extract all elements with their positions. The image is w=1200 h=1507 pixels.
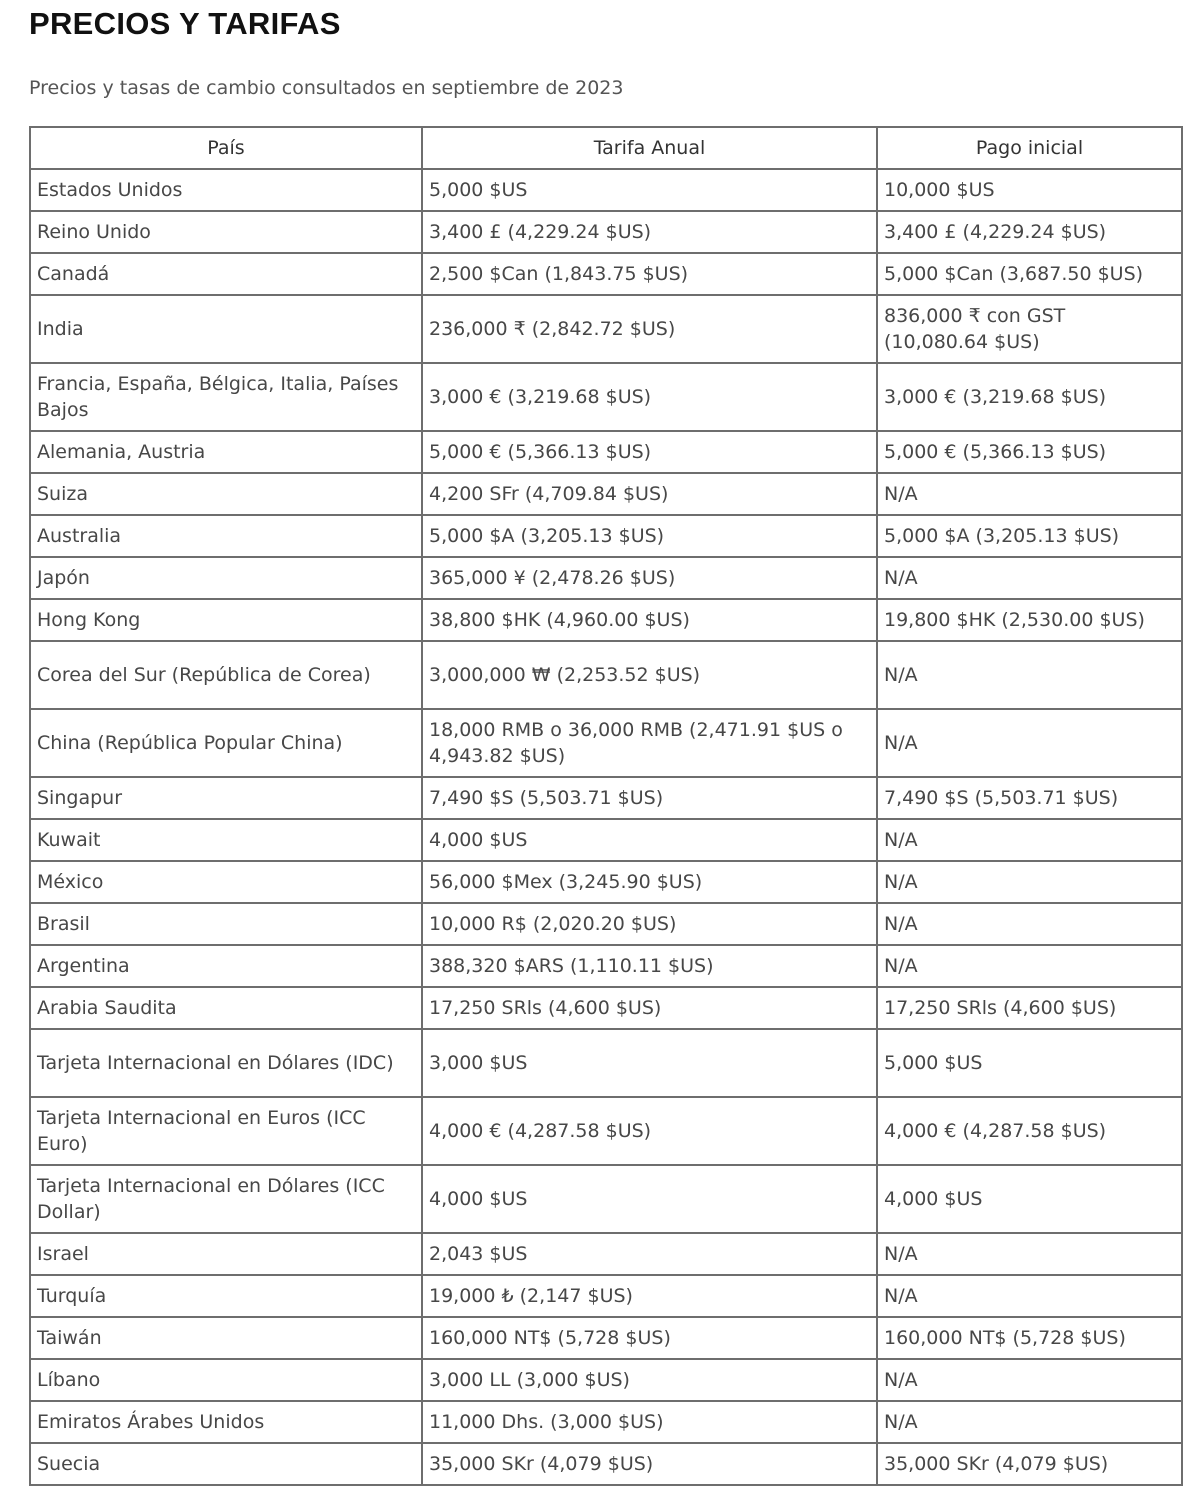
table-row — [30, 599, 1182, 641]
table-header-row — [30, 127, 1182, 169]
cell-annual-fee: 388,320 $ARS (1,110.11 $US) — [422, 945, 877, 987]
cell-initial-payment: 10,000 $US — [877, 169, 1182, 211]
cell-initial-payment: 4,000 € (4,287.58 $US) — [877, 1097, 1182, 1165]
table-row — [30, 1317, 1182, 1359]
table-row — [30, 1443, 1182, 1485]
table-row — [30, 1097, 1182, 1165]
cell-annual-fee: 3,000 LL (3,000 $US) — [422, 1359, 877, 1401]
table-row — [30, 861, 1182, 903]
table-row — [30, 253, 1182, 295]
cell-initial-payment: 35,000 SKr (4,079 $US) — [877, 1443, 1182, 1485]
table-row — [30, 777, 1182, 819]
cell-country: Francia, España, Bélgica, Italia, Países Bajos — [30, 363, 422, 431]
cell-initial-payment: 5,000 € (5,366.13 $US) — [877, 431, 1182, 473]
cell-initial-payment: 3,400 £ (4,229.24 $US) — [877, 211, 1182, 253]
cell-initial-payment: 4,000 $US — [877, 1165, 1182, 1233]
cell-initial-payment: 836,000 ₹ con GST (10,080.64 $US) — [877, 295, 1182, 363]
cell-initial-payment: N/A — [877, 861, 1182, 903]
cell-annual-fee: 35,000 SKr (4,079 $US) — [422, 1443, 877, 1485]
table-row — [30, 987, 1182, 1029]
table-row — [30, 295, 1182, 363]
header-country: País — [30, 127, 422, 169]
cell-initial-payment: 3,000 € (3,219.68 $US) — [877, 363, 1182, 431]
cell-country: Tarjeta Internacional en Dólares (IDC) — [30, 1029, 422, 1097]
cell-country: Hong Kong — [30, 599, 422, 641]
cell-initial-payment: 7,490 $S (5,503.71 $US) — [877, 777, 1182, 819]
page-title: PRECIOS Y TARIFAS — [29, 6, 341, 41]
cell-initial-payment: N/A — [877, 903, 1182, 945]
cell-initial-payment: N/A — [877, 1275, 1182, 1317]
cell-initial-payment: 5,000 $Can (3,687.50 $US) — [877, 253, 1182, 295]
cell-annual-fee: 3,000 $US — [422, 1029, 877, 1097]
cell-country: Turquía — [30, 1275, 422, 1317]
cell-country: Arabia Saudita — [30, 987, 422, 1029]
cell-annual-fee: 38,800 $HK (4,960.00 $US) — [422, 599, 877, 641]
table-row — [30, 945, 1182, 987]
cell-annual-fee: 5,000 € (5,366.13 $US) — [422, 431, 877, 473]
cell-annual-fee: 17,250 SRls (4,600 $US) — [422, 987, 877, 1029]
cell-annual-fee: 5,000 $A (3,205.13 $US) — [422, 515, 877, 557]
cell-initial-payment: 5,000 $A (3,205.13 $US) — [877, 515, 1182, 557]
cell-country: Alemania, Austria — [30, 431, 422, 473]
cell-country: Japón — [30, 557, 422, 599]
cell-country: Líbano — [30, 1359, 422, 1401]
table-row — [30, 1165, 1182, 1233]
header-initial-payment: Pago inicial — [877, 127, 1182, 169]
cell-country: Suecia — [30, 1443, 422, 1485]
table-row — [30, 557, 1182, 599]
cell-annual-fee: 7,490 $S (5,503.71 $US) — [422, 777, 877, 819]
cell-country: Suiza — [30, 473, 422, 515]
cell-initial-payment: N/A — [877, 557, 1182, 599]
table-row — [30, 641, 1182, 709]
table-row — [30, 1359, 1182, 1401]
cell-annual-fee: 5,000 $US — [422, 169, 877, 211]
cell-initial-payment: 19,800 $HK (2,530.00 $US) — [877, 599, 1182, 641]
table-row — [30, 1029, 1182, 1097]
table-row — [30, 1401, 1182, 1443]
cell-annual-fee: 2,043 $US — [422, 1233, 877, 1275]
table-row — [30, 709, 1182, 777]
cell-country: Kuwait — [30, 819, 422, 861]
cell-annual-fee: 2,500 $Can (1,843.75 $US) — [422, 253, 877, 295]
cell-country: Tarjeta Internacional en Euros (ICC Euro) — [30, 1097, 422, 1165]
cell-annual-fee: 4,000 $US — [422, 819, 877, 861]
table-row — [30, 819, 1182, 861]
cell-initial-payment: N/A — [877, 1401, 1182, 1443]
cell-initial-payment: 5,000 $US — [877, 1029, 1182, 1097]
table-row — [30, 363, 1182, 431]
header-annual-fee: Tarifa Anual — [422, 127, 877, 169]
table-row — [30, 169, 1182, 211]
table-row — [30, 1275, 1182, 1317]
cell-country: Tarjeta Internacional en Dólares (ICC Dollar) — [30, 1165, 422, 1233]
cell-annual-fee: 4,000 € (4,287.58 $US) — [422, 1097, 877, 1165]
prices-table — [29, 126, 1183, 1486]
cell-annual-fee: 3,400 £ (4,229.24 $US) — [422, 211, 877, 253]
cell-country: México — [30, 861, 422, 903]
cell-annual-fee: 10,000 R$ (2,020.20 $US) — [422, 903, 877, 945]
cell-annual-fee: 4,200 SFr (4,709.84 $US) — [422, 473, 877, 515]
cell-country: Corea del Sur (República de Corea) — [30, 641, 422, 709]
cell-initial-payment: N/A — [877, 1359, 1182, 1401]
table-row — [30, 473, 1182, 515]
table-row — [30, 1233, 1182, 1275]
cell-annual-fee: 19,000 ₺ (2,147 $US) — [422, 1275, 877, 1317]
cell-country: Reino Unido — [30, 211, 422, 253]
cell-annual-fee: 3,000 € (3,219.68 $US) — [422, 363, 877, 431]
cell-annual-fee: 4,000 $US — [422, 1165, 877, 1233]
cell-country: Brasil — [30, 903, 422, 945]
table-row — [30, 211, 1182, 253]
page-subtitle: Precios y tasas de cambio consultados en septiembre de 2023 — [29, 77, 624, 99]
table-row — [30, 903, 1182, 945]
cell-initial-payment: N/A — [877, 473, 1182, 515]
table-row — [30, 431, 1182, 473]
cell-initial-payment: N/A — [877, 1233, 1182, 1275]
cell-country: Taiwán — [30, 1317, 422, 1359]
table-row — [30, 515, 1182, 557]
cell-annual-fee: 18,000 RMB o 36,000 RMB (2,471.91 $US o 4,943.82 $US) — [422, 709, 877, 777]
cell-annual-fee: 365,000 ¥ (2,478.26 $US) — [422, 557, 877, 599]
cell-initial-payment: N/A — [877, 819, 1182, 861]
cell-initial-payment: 160,000 NT$ (5,728 $US) — [877, 1317, 1182, 1359]
cell-country: China (República Popular China) — [30, 709, 422, 777]
cell-country: Estados Unidos — [30, 169, 422, 211]
cell-initial-payment: N/A — [877, 641, 1182, 709]
cell-initial-payment: N/A — [877, 709, 1182, 777]
cell-annual-fee: 160,000 NT$ (5,728 $US) — [422, 1317, 877, 1359]
cell-annual-fee: 11,000 Dhs. (3,000 $US) — [422, 1401, 877, 1443]
cell-annual-fee: 236,000 ₹ (2,842.72 $US) — [422, 295, 877, 363]
cell-initial-payment: 17,250 SRls (4,600 $US) — [877, 987, 1182, 1029]
cell-annual-fee: 56,000 $Mex (3,245.90 $US) — [422, 861, 877, 903]
cell-country: Argentina — [30, 945, 422, 987]
cell-annual-fee: 3,000,000 ₩ (2,253.52 $US) — [422, 641, 877, 709]
cell-initial-payment: N/A — [877, 945, 1182, 987]
cell-country: Israel — [30, 1233, 422, 1275]
cell-country: India — [30, 295, 422, 363]
cell-country: Emiratos Árabes Unidos — [30, 1401, 422, 1443]
cell-country: Singapur — [30, 777, 422, 819]
cell-country: Australia — [30, 515, 422, 557]
cell-country: Canadá — [30, 253, 422, 295]
